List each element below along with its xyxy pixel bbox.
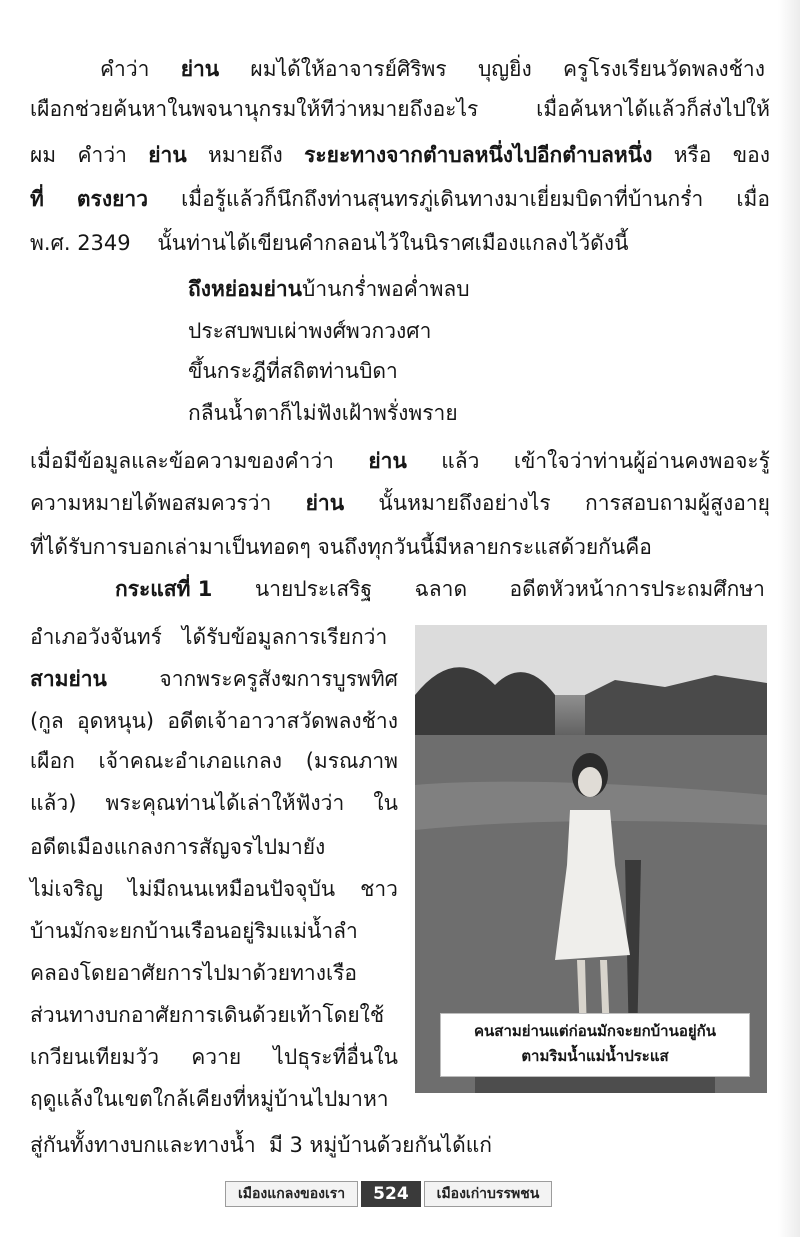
para3-line3	[30, 662, 398, 696]
definition-bold: ที่	[30, 187, 44, 211]
text: เจ้าคณะอำเภอแกลง	[98, 749, 283, 773]
keyword-yan: ย่าน	[148, 143, 187, 167]
page-edge-shadow	[778, 0, 800, 1237]
para3-line6	[30, 786, 398, 820]
text: ไม่มีถนนเหมือนปัจจุบัน	[128, 877, 336, 901]
text: การสอบถามผู้สูงอายุ	[584, 491, 770, 515]
para1-line1	[100, 52, 765, 86]
text: ฉลาด	[414, 577, 468, 601]
text: ควาย	[191, 1045, 242, 1069]
keyword-yan: ย่าน	[305, 491, 345, 515]
caption-line-1: คนสามย่านแต่ก่อนมักจะยกบ้านอยู่กัน	[474, 1022, 716, 1040]
keyword-samyan: สามย่าน	[30, 667, 107, 691]
para3-line2	[30, 620, 398, 654]
caption-line-2: ตามริมน้ำแม่น้ำประแส	[521, 1047, 669, 1065]
page-footer	[225, 1181, 552, 1207]
footer-book-title: เมืองแกลงของเรา	[225, 1181, 358, 1207]
text: ของ	[732, 143, 770, 167]
para3-line4	[30, 704, 398, 738]
text: ครูโรงเรียนวัดพลงช้าง	[563, 57, 765, 81]
text: นั้นท่านได้เขียนคำกลอนไว้ในนิราศเมืองแกลงไว้ดังนี้	[157, 231, 629, 255]
keyword-yan: ย่าน	[368, 449, 407, 473]
poem-line-2: ประสบพบเผ่าพงศ์พวกวงศา	[188, 319, 432, 343]
photo-trees	[415, 667, 555, 745]
para3-line7: อดีตเมืองแกลงการสัญจรไปมายัง	[30, 835, 326, 859]
page-number: 524	[361, 1181, 421, 1207]
text: ไปธุระที่อื่นใน	[273, 1045, 398, 1069]
para2-line3: ที่ได้รับการบอกเล่ามาเป็นทอดๆ จนถึงทุกวันนี้มีหลายกระแสด้วยกันคือ	[30, 535, 652, 559]
para3-line9: บ้านมักจะยกบ้านเรือนอยู่ริมแม่น้ำลำ	[30, 919, 358, 943]
para1-line3	[30, 138, 770, 172]
section-heading: กระแสที่ 1	[115, 577, 213, 601]
text: อุดหนุน)	[77, 709, 155, 733]
keyword-yan: ย่าน	[180, 57, 220, 81]
text: ชาว	[360, 877, 398, 901]
text: เมื่อรู้แล้วก็นึกถึงท่านสุนทรภู่เดินทางมาเยี่ยมบิดาที่บ้านกร่ำ	[181, 187, 704, 211]
text: เผือก	[30, 749, 75, 773]
text: สู่กันทั้งทางบกและทางน้ำ	[30, 1133, 256, 1157]
para3-line13: ฤดูแล้งในเขตใกล้เคียงที่หมู่บ้านไปมาหา	[30, 1087, 389, 1111]
text: เผือกช่วยค้นหาในพจนานุกรมให้ทีว่าหมายถึงอะไร	[30, 97, 479, 121]
text: บ้านกร่ำพอค่ำพลบ	[302, 277, 470, 301]
text: (กูล	[30, 709, 64, 733]
text: เข้าใจว่าท่านผู้อ่านคงพอจะรู้	[513, 449, 770, 473]
text: เมื่อมีข้อมูลและข้อความของคำว่า	[30, 449, 334, 473]
text: ไม่เจริญ	[30, 877, 104, 901]
para1-line2	[30, 92, 770, 126]
para3-line5	[30, 744, 398, 778]
para3-line12	[30, 1040, 398, 1074]
para1-line5	[30, 226, 770, 260]
text: คำว่า	[100, 57, 150, 81]
text: พระคุณท่านได้เล่าให้ฟังว่า	[105, 791, 345, 815]
para3-line14	[30, 1128, 510, 1162]
para3-line8	[30, 872, 398, 906]
text: ได้รับข้อมูลการเรียกว่า	[181, 625, 388, 649]
poem-line-1	[188, 272, 588, 306]
text: คำว่า	[77, 143, 127, 167]
para3-line1	[115, 572, 765, 606]
text: แล้ว	[441, 449, 480, 473]
definition-bold: ตรงยาว	[76, 187, 148, 211]
text: เมื่อ	[736, 187, 770, 211]
text: ผมได้ให้อาจารย์ศิริพร	[250, 57, 447, 81]
photo-caption	[440, 1013, 750, 1077]
footer-chapter-title: เมืองเก่าบรรพชน	[424, 1181, 553, 1207]
para2-line1	[30, 444, 770, 478]
photo-face	[578, 767, 602, 797]
text: เมื่อค้นหาได้แล้วก็ส่งไปให้	[536, 97, 770, 121]
poem-line-3: ขึ้นกระฎีที่สถิตท่านบิดา	[188, 359, 398, 383]
text: เกวียนเทียมวัว	[30, 1045, 160, 1069]
para3-line11: ส่วนทางบกอาศัยการเดินด้วยเท้าโดยใช้	[30, 1003, 385, 1027]
poem-line-4: กลืนน้ำตาก็ไม่ฟังเฝ้าพรั่งพราย	[188, 401, 458, 425]
text: อำเภอวังจันทร์	[30, 625, 162, 649]
definition-bold: ระยะทางจากตำบลหนึ่งไปอีกตำบลหนึ่ง	[304, 143, 653, 167]
text: ความหมายได้พอสมควรว่า	[30, 491, 272, 515]
text: มี 3 หมู่บ้านด้วยกันได้แก่	[269, 1133, 492, 1157]
para2-line2	[30, 486, 770, 520]
text: ใน	[373, 791, 398, 815]
text: จากพระครูสังฆการบูรพทิศ	[159, 667, 398, 691]
text: ผม	[30, 143, 57, 167]
text: บุญยิ่ง	[477, 57, 532, 81]
text: นายประเสริฐ	[254, 577, 373, 601]
text: หมายถึง	[208, 143, 283, 167]
text: อดีตหัวหน้าการประถมศึกษา	[509, 577, 765, 601]
text: แล้ว)	[30, 791, 77, 815]
poem-bold: ถึงหย่อมย่าน	[188, 277, 303, 301]
text: หรือ	[673, 143, 712, 167]
text: นั้นหมายถึงอย่างไร	[378, 491, 551, 515]
para3-line10: คลองโดยอาศัยการไปมาด้วยทางเรือ	[30, 961, 358, 985]
text: อดีตเจ้าอาวาสวัดพลงช้าง	[167, 709, 398, 733]
text: พ.ศ. 2349	[30, 231, 131, 255]
text: (มรณภาพ	[305, 749, 398, 773]
para1-line4	[30, 182, 770, 216]
